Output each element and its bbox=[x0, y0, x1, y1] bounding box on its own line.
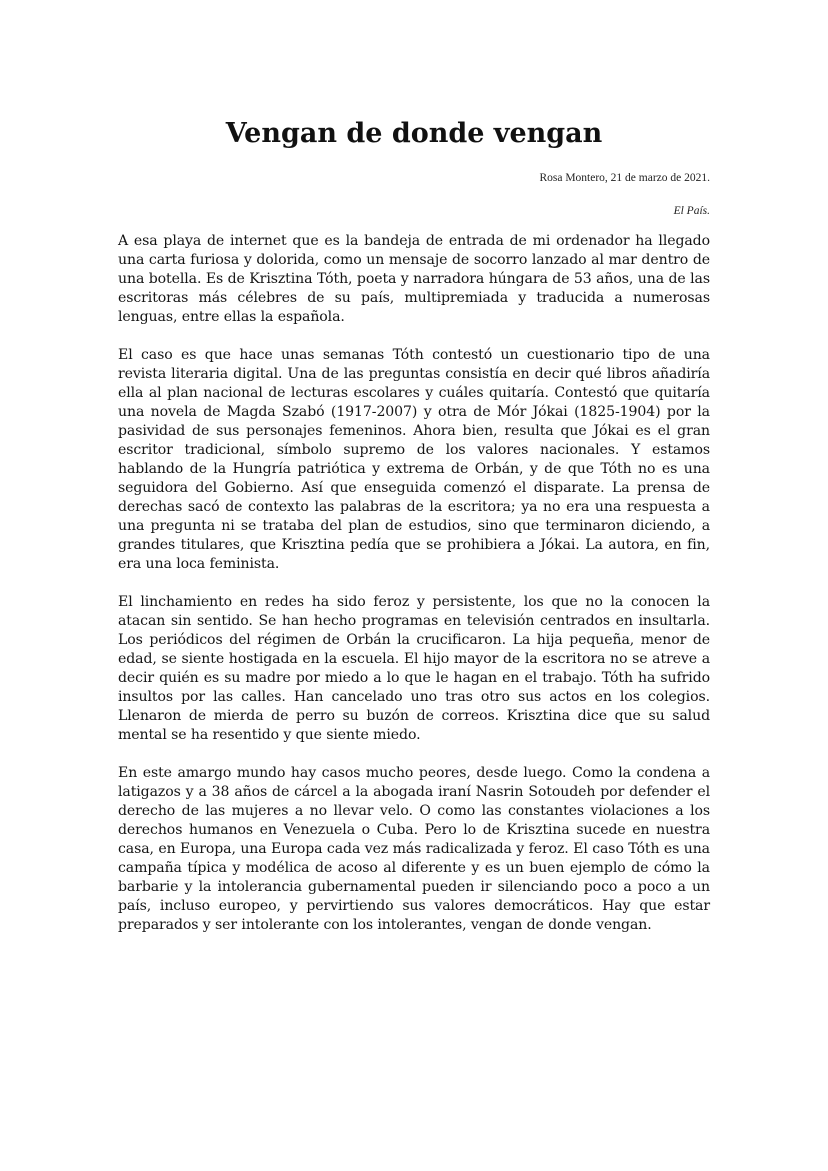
paragraph: A esa playa de internet que es la bandeja de entrada de mi ordenador ha llegado una carta furiosa y dolorida, como un mensaje de socorro lanzado al mar dentro de una botella. Es de Krisztina Tóth, poeta y narradora húngara de 53 años, una de las escritoras más célebres de su país, multipremiada y traducida a numerosas lenguas, entre ellas la española. bbox=[118, 233, 710, 325]
paragraph: El caso es que hace unas semanas Tóth contestó un cuestionario tipo de una revista literaria digital. Una de las preguntas consistía en decir qué libros añadiría ella al plan nacional de lecturas escolares y cuáles quitaría. Contestó que quitaría una novela de Magda Szabó (1917-2007) y otra de Mór Jókai (1825-1904) por la pasividad de sus personajes femeninos. Ahora bien, resulta que Jókai es el gran escritor tradicional, símbolo supremo de los valores nacionales. Y estamos hablando de la Hungría patriótica y extrema de Orbán, y de que Tóth no es una seguidora del Gobierno. Así que enseguida comenzó el disparate. La prensa de derechas sacó de contexto las palabras de la escritora; ya no era una respuesta a una pregunta ni se trataba del plan de estudios, sino que terminaron diciendo, a grandes titulares, que Krisztina pedía que se prohibiera a Jókai. La autora, en fin, era una loca feminista. bbox=[118, 347, 710, 572]
article-title: Vengan de donde vengan bbox=[225, 118, 603, 149]
paragraph: En este amargo mundo hay casos mucho peores, desde luego. Como la condena a latigazos y a 38 años de cárcel a la abogada iraní Nasrin Sotoudeh por defender el derecho de las mujeres a no llevar velo. O como las constantes violaciones a los derechos humanos en Venezuela o Cuba. Pero lo de Krisztina sucede en nuestra casa, en Europa, una Europa cada vez más radicalizada y feroz. El caso Tóth es una campaña típica y modélica de acoso al diferente y es un buen ejemplo de cómo la barbarie y la intolerancia gubernamental pueden ir silenciando poco a poco a un país, incluso europeo, y pervirtiendo sus valores democráticos. Hay que estar preparados y ser intolerante con los intolerantes, vengan de donde vengan. bbox=[118, 765, 710, 933]
paragraph: El linchamiento en redes ha sido feroz y persistente, los que no la conocen la atacan sin sentido. Se han hecho programas en televisión centrados en insultarla. Los periódicos del régimen de Orbán la crucificaron. La hija pequeña, menor de edad, se siente hostigada en la escuela. El hijo mayor de la escritora no se atreve a decir quién es su madre por miedo a lo que le hagan en el trabajo. Tóth ha sufrido insultos por las calles. Han cancelado uno tras otro sus actos en los colegios. Llenaron de mierda de perro su buzón de correos. Krisztina dice que su salud mental se ha resentido y que siente miedo. bbox=[118, 594, 710, 743]
article-body bbox=[118, 232, 710, 954]
byline: Rosa Montero, 21 de marzo de 2021. bbox=[539, 172, 710, 184]
source-publication: El País. bbox=[673, 205, 710, 217]
